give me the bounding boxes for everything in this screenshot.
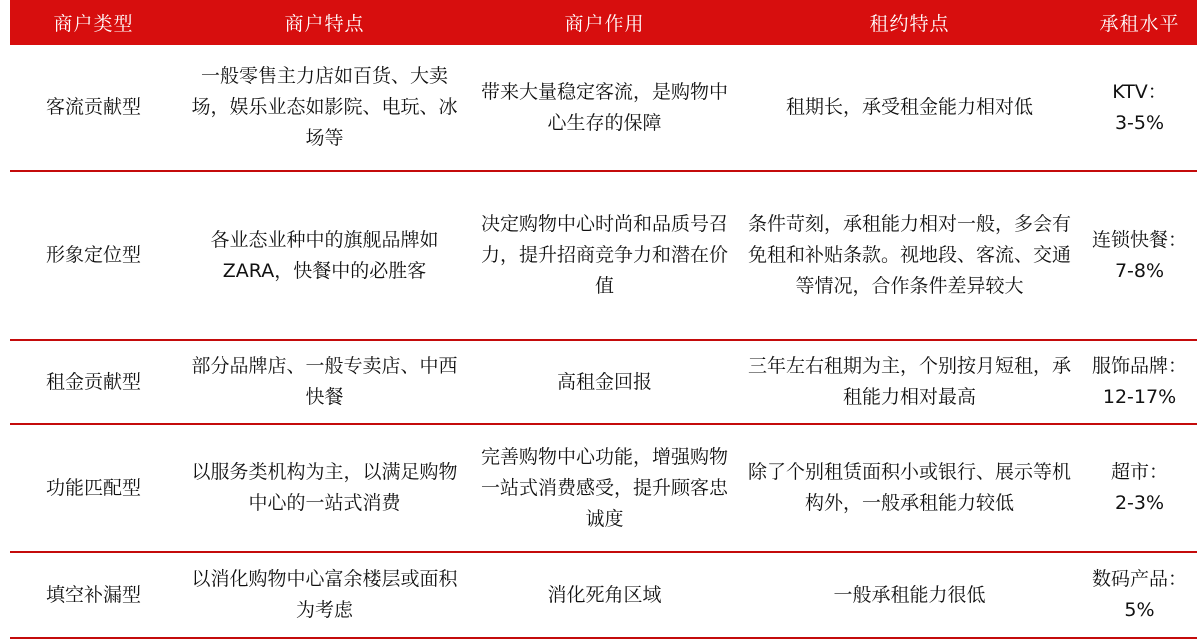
- cell-lease: 一般承租能力很低: [737, 552, 1082, 638]
- cell-type: 填空补漏型: [10, 552, 177, 638]
- cell-feature: 各业态业种中的旗舰品牌如ZARA，快餐中的必胜客: [177, 171, 472, 340]
- cell-role: 高租金回报: [472, 340, 737, 424]
- cell-rent: [1082, 424, 1197, 552]
- header-lease: 租约特点: [737, 0, 1082, 45]
- table-row: [10, 424, 1197, 552]
- merchant-type-table: [10, 0, 1197, 639]
- rent-value: 7-8%: [1114, 259, 1165, 282]
- rent-label: 服饰品牌：: [1091, 355, 1187, 377]
- table-header-row: [10, 0, 1197, 45]
- table-row: [10, 45, 1197, 171]
- cell-role: 决定购物中心时尚和品质号召力，提升招商竞争力和潜在价值: [472, 171, 737, 340]
- header-type: 商户类型: [10, 0, 177, 45]
- cell-lease: 条件苛刻，承租能力相对一般，多会有免租和补贴条款。视地段、客流、交通等情况，合作条件差异较大: [737, 171, 1082, 340]
- rent-value: 12-17%: [1102, 386, 1177, 408]
- cell-type: 功能匹配型: [10, 424, 177, 552]
- header-rent: 承租水平: [1082, 0, 1197, 45]
- cell-rent: [1082, 340, 1197, 424]
- cell-feature: 部分品牌店、一般专卖店、中西快餐: [177, 340, 472, 424]
- table-row: [10, 340, 1197, 424]
- rent-label: KTV：: [1112, 80, 1167, 103]
- cell-rent: [1082, 552, 1197, 638]
- cell-lease: 租期长，承受租金能力相对低: [737, 45, 1082, 171]
- rent-label: 连锁快餐：: [1091, 228, 1187, 251]
- rent-value: 5%: [1124, 599, 1155, 621]
- cell-rent: [1082, 171, 1197, 340]
- cell-feature: 以消化购物中心富余楼层或面积为考虑: [177, 552, 472, 638]
- cell-feature: 以服务类机构为主，以满足购物中心的一站式消费: [177, 424, 472, 552]
- rent-label: 超市：: [1110, 461, 1168, 483]
- table-row: [10, 171, 1197, 340]
- cell-lease: 三年左右租期为主，个别按月短租，承租能力相对最高: [737, 340, 1082, 424]
- cell-type: 客流贡献型: [10, 45, 177, 171]
- cell-lease: 除了个别租赁面积小或银行、展示等机构外，一般承租能力较低: [737, 424, 1082, 552]
- rent-value: 3-5%: [1114, 111, 1165, 134]
- cell-type: 租金贡献型: [10, 340, 177, 424]
- cell-role: 带来大量稳定客流，是购物中心生存的保障: [472, 45, 737, 171]
- table-row: [10, 552, 1197, 638]
- rent-value: 2-3%: [1114, 492, 1165, 514]
- cell-feature: 一般零售主力店如百货、大卖场，娱乐业态如影院、电玩、冰场等: [177, 45, 472, 171]
- cell-role: 完善购物中心功能，增强购物一站式消费感受，提升顾客忠诚度: [472, 424, 737, 552]
- rent-label: 数码产品：: [1091, 568, 1187, 590]
- header-feature: 商户特点: [177, 0, 472, 45]
- cell-role: 消化死角区域: [472, 552, 737, 638]
- header-role: 商户作用: [472, 0, 737, 45]
- cell-type: 形象定位型: [10, 171, 177, 340]
- cell-rent: [1082, 45, 1197, 171]
